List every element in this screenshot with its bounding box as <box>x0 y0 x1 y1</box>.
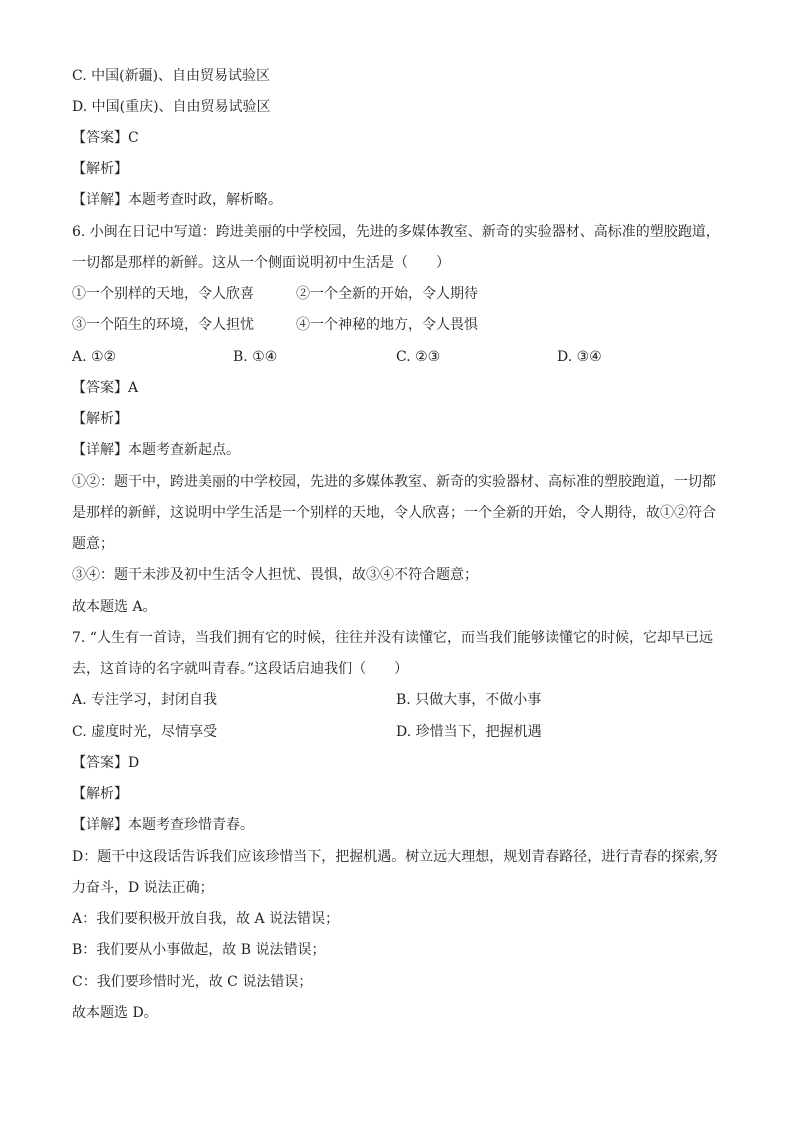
q6-choice-4: ④一个神秘的地方，令人畏惧 <box>296 317 478 333</box>
q7-option-a: A. 专注学习，封闭自我 <box>72 692 218 708</box>
q5-answer: 【答案】C <box>72 130 139 146</box>
q6-conclusion: 故本题选 A。 <box>72 599 157 615</box>
q6-option-d: D. ③④ <box>557 349 602 365</box>
q6-choice-1: ①一个别样的天地，令人欣喜 <box>72 286 254 302</box>
q6-detail: 【详解】本题考查新起点。 <box>72 442 240 458</box>
q7-explain-d-line2: 力奋斗，D 说法正确； <box>72 880 214 896</box>
q7-conclusion: 故本题选 D。 <box>72 1005 158 1021</box>
q7-answer: 【答案】D <box>72 755 140 771</box>
q5-option-c: C. 中国(新疆)、自由贸易试验区 <box>72 68 271 84</box>
q6-option-c: C. ②③ <box>396 349 441 365</box>
q6-explain1-line3: 题意； <box>72 536 114 552</box>
q6-option-b: B. ①④ <box>233 349 278 365</box>
q6-explain2: ③④：题干未涉及初中生活令人担忧、畏惧，故③④不符合题意； <box>72 567 478 583</box>
q6-explain1-line2: 是那样的新鲜，这说明中学生活是一个别样的天地，令人欣喜；一个全新的开始，令人期待，故①②符合 <box>72 505 716 521</box>
q7-analysis-heading: 【解析】 <box>72 786 128 802</box>
q7-stem-line1: 7. “人生有一首诗，当我们拥有它的时候，往往并没有读懂它，而当我们能够读懂它的时候，它却早已远 <box>72 630 713 646</box>
q7-explain-a: A：我们要积极开放自我，故 A 说法错误； <box>72 911 340 927</box>
q7-explain-d-line1: D：题干中这段话告诉我们应该珍惜当下，把握机遇。树立远大理想，规划青春路径，进行青春的探索,努 <box>72 849 718 865</box>
q7-explain-c: C：我们要珍惜时光，故 C 说法错误； <box>72 974 313 990</box>
q7-option-b: B. 只做大事，不做小事 <box>396 692 542 708</box>
q6-analysis-heading: 【解析】 <box>72 411 128 427</box>
q6-explain1-line1: ①②：题干中，跨进美丽的中学校园，先进的多媒体教室、新奇的实验器材、高标准的塑胶跑道，一切都 <box>72 474 716 490</box>
q5-detail: 【详解】本题考查时政，解析略。 <box>72 192 282 208</box>
q6-stem-line2: 一切都是那样的新鲜。这从一个侧面说明初中生活是（ ） <box>72 255 450 271</box>
q7-detail: 【详解】本题考查珍惜青春。 <box>72 817 254 833</box>
q6-choice-3: ③一个陌生的环境，令人担忧 <box>72 317 254 333</box>
q6-stem-line1: 6. 小闽在日记中写道：跨进美丽的中学校园，先进的多媒体教室、新奇的实验器材、高标准的塑胶跑道， <box>72 224 720 240</box>
q7-option-d: D. 珍惜当下，把握机遇 <box>396 724 542 740</box>
q5-option-d: D. 中国(重庆)、自由贸易试验区 <box>72 99 271 115</box>
q7-stem-line2: 去，这首诗的名字就叫青春。”这段话启迪我们（ ） <box>72 661 409 677</box>
q6-choice-2: ②一个全新的开始，令人期待 <box>296 286 478 302</box>
q7-option-c: C. 虚度时光，尽情享受 <box>72 724 218 740</box>
q6-option-a: A. ①② <box>72 349 117 365</box>
q5-analysis-heading: 【解析】 <box>72 161 128 177</box>
q7-explain-b: B：我们要从小事做起，故 B 说法错误； <box>72 942 326 958</box>
q6-answer: 【答案】A <box>72 380 139 396</box>
